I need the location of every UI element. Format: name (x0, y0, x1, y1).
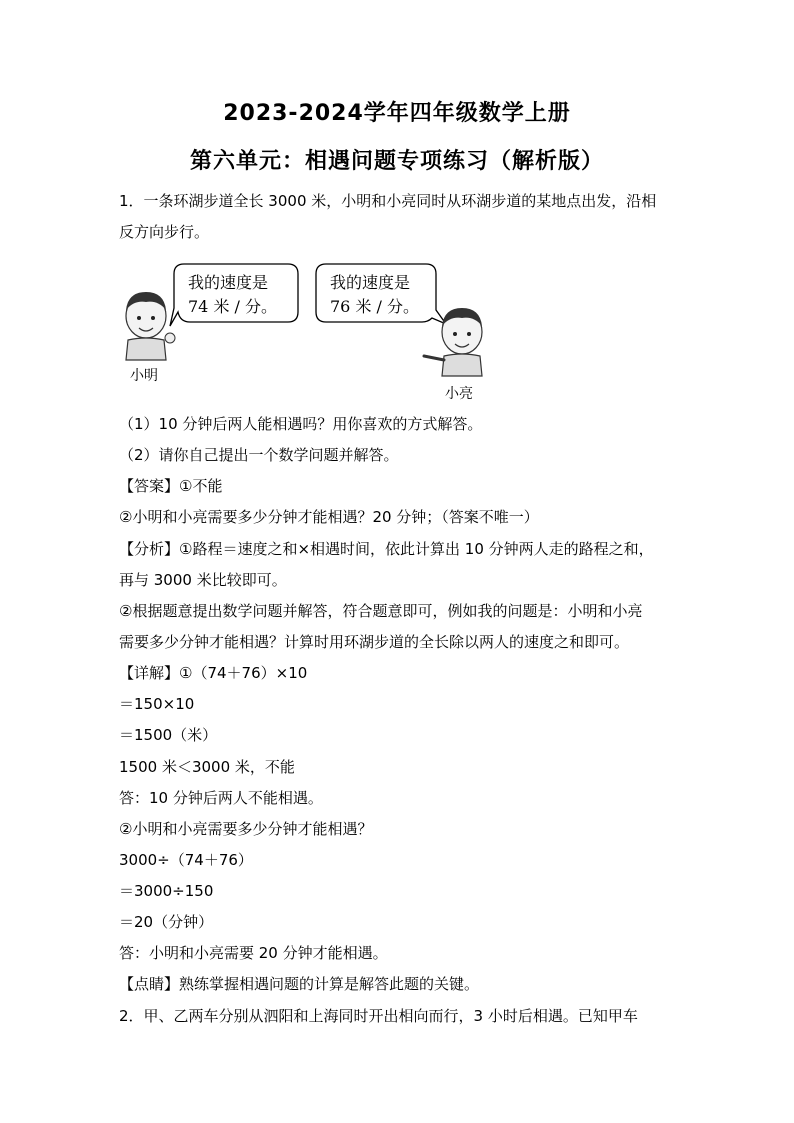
question-1-text-cont: 反方向步行。 (119, 223, 210, 241)
question-1-text: 1．一条环湖步道全长 3000 米，小明和小亮同时从环湖步道的某地点出发，沿相 (119, 192, 657, 210)
illustration (118, 256, 498, 406)
bubble-left-line2: 74 米 / 分。 (188, 297, 278, 316)
detail-line-7: 3000÷（74＋76） (119, 851, 253, 869)
analysis-line-2: 再与 3000 米比较即可。 (119, 571, 287, 589)
detail-line-3: ＝1500（米） (119, 726, 218, 744)
detail-line-9: ＝20（分钟） (119, 913, 214, 931)
document-subtitle: 第六单元：相遇问题专项练习（解析版） (189, 149, 604, 174)
bubble-right-line2: 76 米 / 分。 (330, 297, 420, 316)
boy-left-figure (126, 292, 175, 384)
detail-line-2: ＝150×10 (119, 695, 195, 713)
bubble-left-line1: 我的速度是 (188, 273, 269, 292)
answer-line-2: ②小明和小亮需要多少分钟才能相遇？20 分钟；（答案不唯一） (119, 508, 539, 526)
name-label-xiaoming: 小明 (130, 368, 158, 384)
detail-line-10: 答：小明和小亮需要 20 分钟才能相遇。 (119, 944, 388, 962)
analysis-line-3: ②根据题意提出数学问题并解答，符合题意即可，例如我的问题是：小明和小亮 (119, 602, 643, 620)
boy-right-figure (424, 308, 482, 402)
question-2-text: 2．甲、乙两车分别从泗阳和上海同时开出相向而行，3 小时后相遇。已知甲车 (119, 1007, 638, 1025)
detail-line-8: ＝3000÷150 (119, 882, 214, 900)
bubble-right-line1: 我的速度是 (330, 273, 411, 292)
question-1-part-2: （2）请你自己提出一个数学问题并解答。 (119, 446, 399, 464)
question-1-part-1: （1）10 分钟后两人能相遇吗？用你喜欢的方式解答。 (119, 415, 483, 433)
detail-line-4: 1500 米＜3000 米，不能 (119, 758, 295, 776)
detail-line-6: ②小明和小亮需要多少分钟才能相遇？ (119, 820, 373, 838)
analysis-line-1: 【分析】①路程＝速度之和×相遇时间，依此计算出 10 分钟两人走的路程之和， (119, 540, 654, 558)
document-title: 2023-2024学年四年级数学上册 (223, 101, 571, 126)
detail-line-1: 【详解】①（74＋76）×10 (119, 664, 308, 682)
answer-line: 【答案】①不能 (119, 477, 223, 495)
analysis-line-4: 需要多少分钟才能相遇？计算时用环湖步道的全长除以两人的速度之和即可。 (119, 633, 630, 651)
detail-line-5: 答：10 分钟后两人不能相遇。 (119, 789, 323, 807)
key-point-line: 【点睛】熟练掌握相遇问题的计算是解答此题的关键。 (119, 975, 480, 993)
name-label-xiaoliang: 小亮 (445, 386, 473, 402)
